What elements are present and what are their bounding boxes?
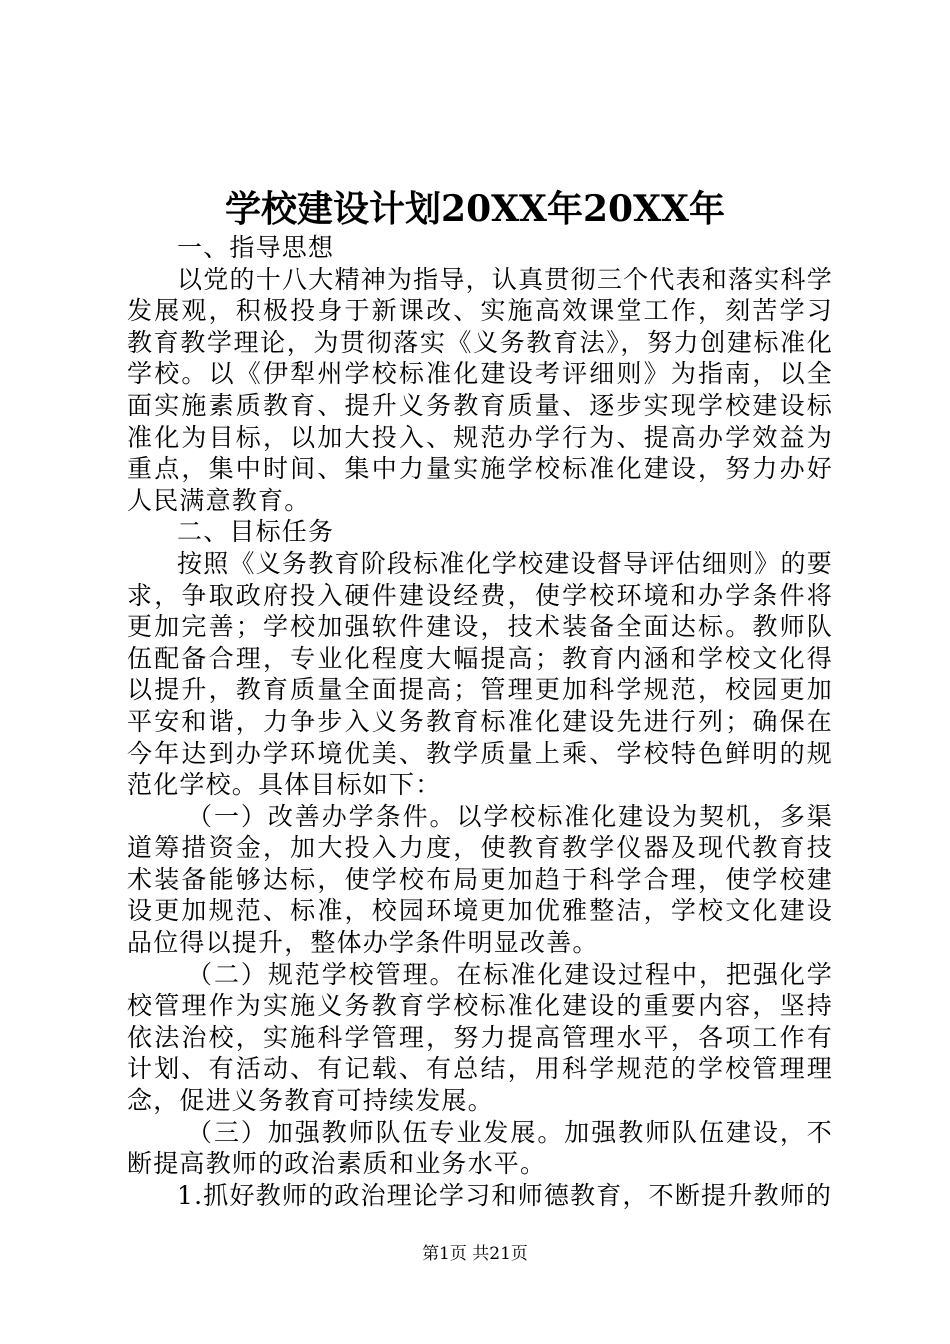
paragraph-teacher-development: （三）加强教师队伍专业发展。加强教师队伍建设，不断提高教师的政治素质和业务水平。 — [127, 1117, 833, 1179]
paragraph-improve-conditions: （一）改善办学条件。以学校标准化建设为契机，多渠道筹措资金，加大投入力度，使教育教学仪器及现代教育技术装备能够达标，使学校布局更加趋于科学合理，使学校建设更加规范、标准，校园环境更加优雅整洁，学校文化建设品位得以提升，整体办学条件明显改善。 — [127, 801, 833, 958]
paragraph-goals: 按照《义务教育阶段标准化学校建设督导评估细则》的要求，争取政府投入硬件建设经费，使学校环境和办学条件将更加完善；学校加强软件建设，技术装备全面达标。教师队伍配备合理，专业化程度大幅提高；教育内涵和学校文化得以提升，教育质量全面提高；管理更加科学规范，校园更加平安和谐，力争步入义务教育标准化建设先进行列；确保在今年达到办学环境优美、教学质量上乘、学校特色鲜明的规范化学校。具体目标如下： — [127, 548, 833, 800]
paragraph-standardize-management: （二）规范学校管理。在标准化建设过程中，把强化学校管理作为实施义务教育学校标准化建设的重要内容，坚持依法治校，实施科学管理，努力提高管理水平，各项工作有计划、有活动、有记载、有总结，用科学规范的学校管理理念，促进义务教育可持续发展。 — [127, 959, 833, 1116]
document-title: 学校建设计划20XX年20XX年 — [225, 188, 725, 230]
document-body — [127, 232, 833, 1211]
section-heading-goals: 二、目标任务 — [177, 517, 335, 547]
paragraph-guiding-ideology: 以党的十八大精神为指导，认真贯彻三个代表和落实科学发展观，积极投身于新课改、实施高效课堂工作，刻苦学习教育教学理论，为贯彻落实《义务教育法》，努力创建标准化学校。以《伊犁州学校标准化建设考评细则》为指南，以全面实施素质教育、提升义务教育质量、逐步实现学校建设标准化为目标，以加大投入、规范办学行为、提高办学效益为重点，集中时间、集中力量实施学校标准化建设，努力办好人民满意教育。 — [127, 264, 833, 515]
page-number: 第1页 共21页 — [422, 1244, 528, 1264]
section-heading-guiding-ideology: 一、指导思想 — [177, 233, 335, 262]
paragraph-item-1: 1.抓好教师的政治理论学习和师德教育，不断提升教师的 — [177, 1180, 833, 1210]
